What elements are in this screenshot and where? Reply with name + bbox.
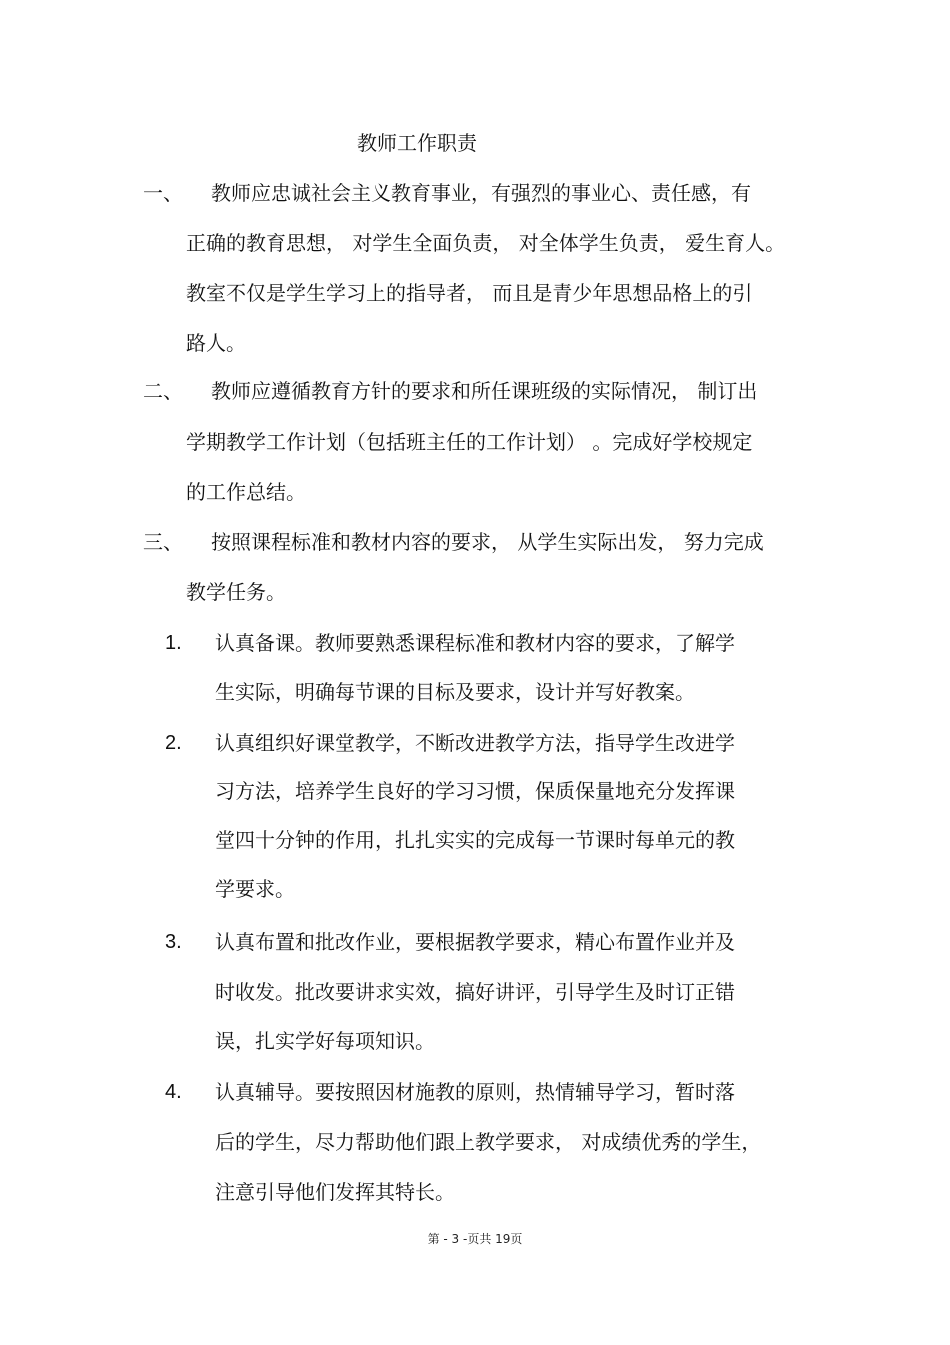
item-marker-2: 2. <box>165 732 182 754</box>
item-3-line-1: 认真布置和批改作业，要根据教学要求，精心布置作业并及 <box>215 930 735 954</box>
section-3-line-1: 按照课程标准和教材内容的要求， 从学生实际出发， 努力完成 <box>211 530 764 554</box>
section-2-line-1: 教师应遵循教育方针的要求和所任课班级的实际情况， 制订出 <box>211 379 758 403</box>
section-1-line-4: 路人。 <box>186 331 246 355</box>
section-marker-3: 三、 <box>143 530 183 554</box>
item-marker-1: 1. <box>165 632 182 654</box>
section-1-line-3: 教室不仅是学生学习上的指导者， 而且是青少年思想品格上的引 <box>186 281 753 305</box>
item-1-line-1: 认真备课。教师要熟悉课程标准和教材内容的要求，了解学 <box>215 631 735 655</box>
item-2-line-2: 习方法，培养学生良好的学习习惯，保质保量地充分发挥课 <box>215 779 735 803</box>
item-4-line-3: 注意引导他们发挥其特长。 <box>215 1180 455 1204</box>
item-3-line-2: 时收发。批改要讲求实效，搞好讲评，引导学生及时订正错 <box>215 980 735 1004</box>
section-2-line-2: 学期教学工作计划（包括班主任的工作计划） 。完成好学校规定 <box>186 430 753 454</box>
section-marker-2: 二、 <box>143 379 183 403</box>
item-4-line-1: 认真辅导。要按照因材施教的原则，热情辅导学习，暂时落 <box>215 1080 735 1104</box>
section-1-line-1: 教师应忠诚社会主义教育事业，有强烈的事业心、责任感，有 <box>211 181 751 205</box>
item-3-line-3: 误，扎实学好每项知识。 <box>215 1029 435 1053</box>
section-marker-1: 一、 <box>143 181 183 205</box>
item-2-line-1: 认真组织好课堂教学，不断改进教学方法，指导学生改进学 <box>215 731 735 755</box>
item-2-line-3: 堂四十分钟的作用，扎扎实实的完成每一节课时每单元的教 <box>215 828 735 852</box>
section-1-line-2: 正确的教育思想， 对学生全面负责， 对全体学生负责， 爱生育人。 <box>186 231 786 255</box>
item-marker-4: 4. <box>165 1081 182 1103</box>
page-footer: 第 - 3 -页共 19页 <box>427 1232 523 1246</box>
item-4-line-2: 后的学生，尽力帮助他们跟上教学要求， 对成绩优秀的学生， <box>215 1130 762 1154</box>
item-marker-3: 3. <box>165 931 182 953</box>
document-title: 教师工作职责 <box>357 131 477 155</box>
section-2-line-3: 的工作总结。 <box>186 480 306 504</box>
item-1-line-2: 生实际，明确每节课的目标及要求，设计并写好教案。 <box>215 680 695 704</box>
item-2-line-4: 学要求。 <box>215 877 295 901</box>
section-3-line-2: 教学任务。 <box>186 580 286 604</box>
